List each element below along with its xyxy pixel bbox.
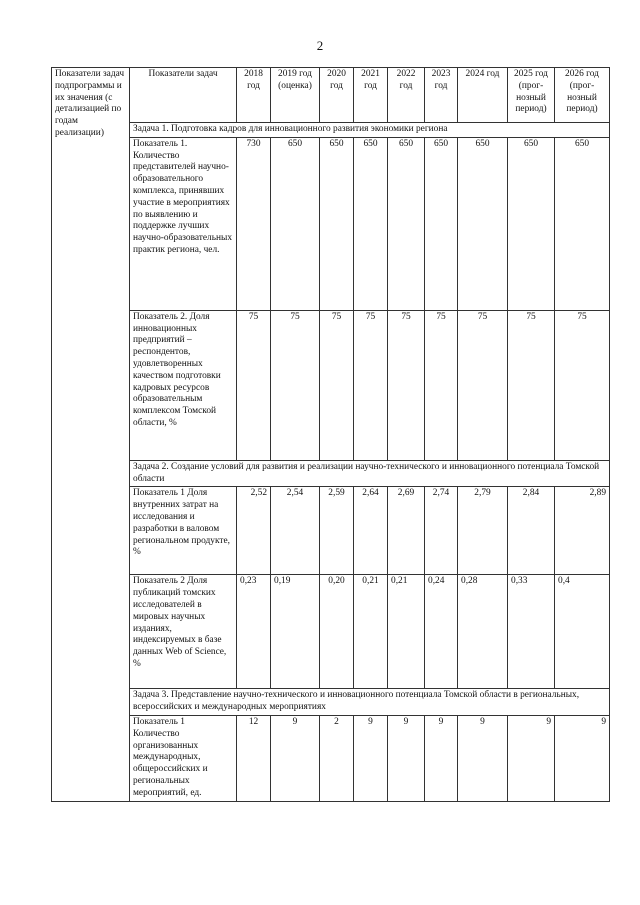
indicator-name: Показатель 1 Доля внутренних затрат на исследования и разработки в валовом региональном продукте, %: [130, 487, 237, 575]
first-column-header: Показатели задач подпрограммы и их значения (с детализацией по годам реализации): [52, 68, 130, 802]
indicator-value: 9: [354, 715, 388, 801]
indicator-value: 9: [271, 715, 320, 801]
indicator-name: Показатель 1 Количество организованных международных, общероссийских и региональных мероприятий, ед.: [130, 715, 237, 801]
indicator-value: 0,20: [320, 575, 354, 689]
indicator-value: 12: [237, 715, 271, 801]
indicator-row: [52, 310, 610, 460]
indicator-value: 650: [508, 137, 555, 310]
indicator-row: [52, 715, 610, 801]
indicator-value: 2,64: [354, 487, 388, 575]
indicator-value: 2,84: [508, 487, 555, 575]
indicator-row: [52, 487, 610, 575]
indicator-value: 2,59: [320, 487, 354, 575]
year-header: 2026 год (прог-нозный период): [555, 68, 610, 123]
indicator-value: 0,21: [354, 575, 388, 689]
indicator-value: 650: [458, 137, 508, 310]
header-row: [52, 68, 610, 123]
task-row: [52, 460, 610, 487]
indicator-value: 0,24: [425, 575, 458, 689]
indicator-value: 9: [555, 715, 610, 801]
indicator-value: 9: [388, 715, 425, 801]
indicator-value: 2,79: [458, 487, 508, 575]
year-header: 2024 год: [458, 68, 508, 123]
indicator-value: 2,52: [237, 487, 271, 575]
year-header: 2021 год: [354, 68, 388, 123]
indicator-value: 0,4: [555, 575, 610, 689]
indicator-value: 650: [425, 137, 458, 310]
task-title: Задача 1. Подготовка кадров для инновационного развития экономики региона: [130, 123, 610, 138]
indicator-value: 650: [271, 137, 320, 310]
indicators-table: [51, 67, 610, 802]
indicator-name: Показатель 1. Количество представителей научно-образовательного комплекса, принявших участие в мероприятиях по выявлению и поддержке лучших научно-образовательных практик региона, чел.: [130, 137, 237, 310]
indicator-name: Показатель 2 Доля публикаций томских исследователей в мировых научных изданиях, индексируемых в базе данных Web of Science, %: [130, 575, 237, 689]
indicator-value: 0,23: [237, 575, 271, 689]
indicator-value: 75: [508, 310, 555, 460]
indicators-column-header: Показатели задач: [130, 68, 237, 123]
year-header: 2019 год (оценка): [271, 68, 320, 123]
task-row: [52, 123, 610, 138]
indicator-value: 2,54: [271, 487, 320, 575]
year-header: 2018 год: [237, 68, 271, 123]
year-header: 2022 год: [388, 68, 425, 123]
indicator-name: Показатель 2. Доля инновационных предприятий – респондентов, удовлетворенных качеством подготовки кадровых ресурсов образовательным комплексом Томской области, %: [130, 310, 237, 460]
indicator-value: 0,19: [271, 575, 320, 689]
indicator-value: 2,74: [425, 487, 458, 575]
indicator-value: 650: [320, 137, 354, 310]
task-row: [52, 689, 610, 716]
indicator-value: 9: [425, 715, 458, 801]
indicator-value: 75: [425, 310, 458, 460]
year-header: 2025 год (прог-нозный период): [508, 68, 555, 123]
indicator-value: 75: [320, 310, 354, 460]
indicator-value: 9: [458, 715, 508, 801]
indicator-value: 0,21: [388, 575, 425, 689]
indicator-value: 75: [237, 310, 271, 460]
indicator-value: 2,89: [555, 487, 610, 575]
indicator-value: 650: [354, 137, 388, 310]
indicator-value: 75: [555, 310, 610, 460]
indicator-value: 75: [271, 310, 320, 460]
indicator-value: 75: [388, 310, 425, 460]
indicator-value: 75: [354, 310, 388, 460]
indicator-value: 75: [458, 310, 508, 460]
indicator-row: [52, 575, 610, 689]
year-header: 2023 год: [425, 68, 458, 123]
indicator-row: [52, 137, 610, 310]
indicator-value: 650: [555, 137, 610, 310]
year-header: 2020 год: [320, 68, 354, 123]
indicator-value: 2,69: [388, 487, 425, 575]
task-title: Задача 2. Создание условий для развития и реализации научно-технического и инновационного потенциала Томской области: [130, 460, 610, 487]
indicator-value: 0,33: [508, 575, 555, 689]
indicator-value: 650: [388, 137, 425, 310]
indicator-value: 2: [320, 715, 354, 801]
indicator-value: 0,28: [458, 575, 508, 689]
indicator-value: 9: [508, 715, 555, 801]
task-title: Задача 3. Представление научно-технического и инновационного потенциала Томской области в региональных, всероссийских и международных мероприятиях: [130, 689, 610, 716]
indicator-value: 730: [237, 137, 271, 310]
page-number: 2: [316, 38, 324, 53]
